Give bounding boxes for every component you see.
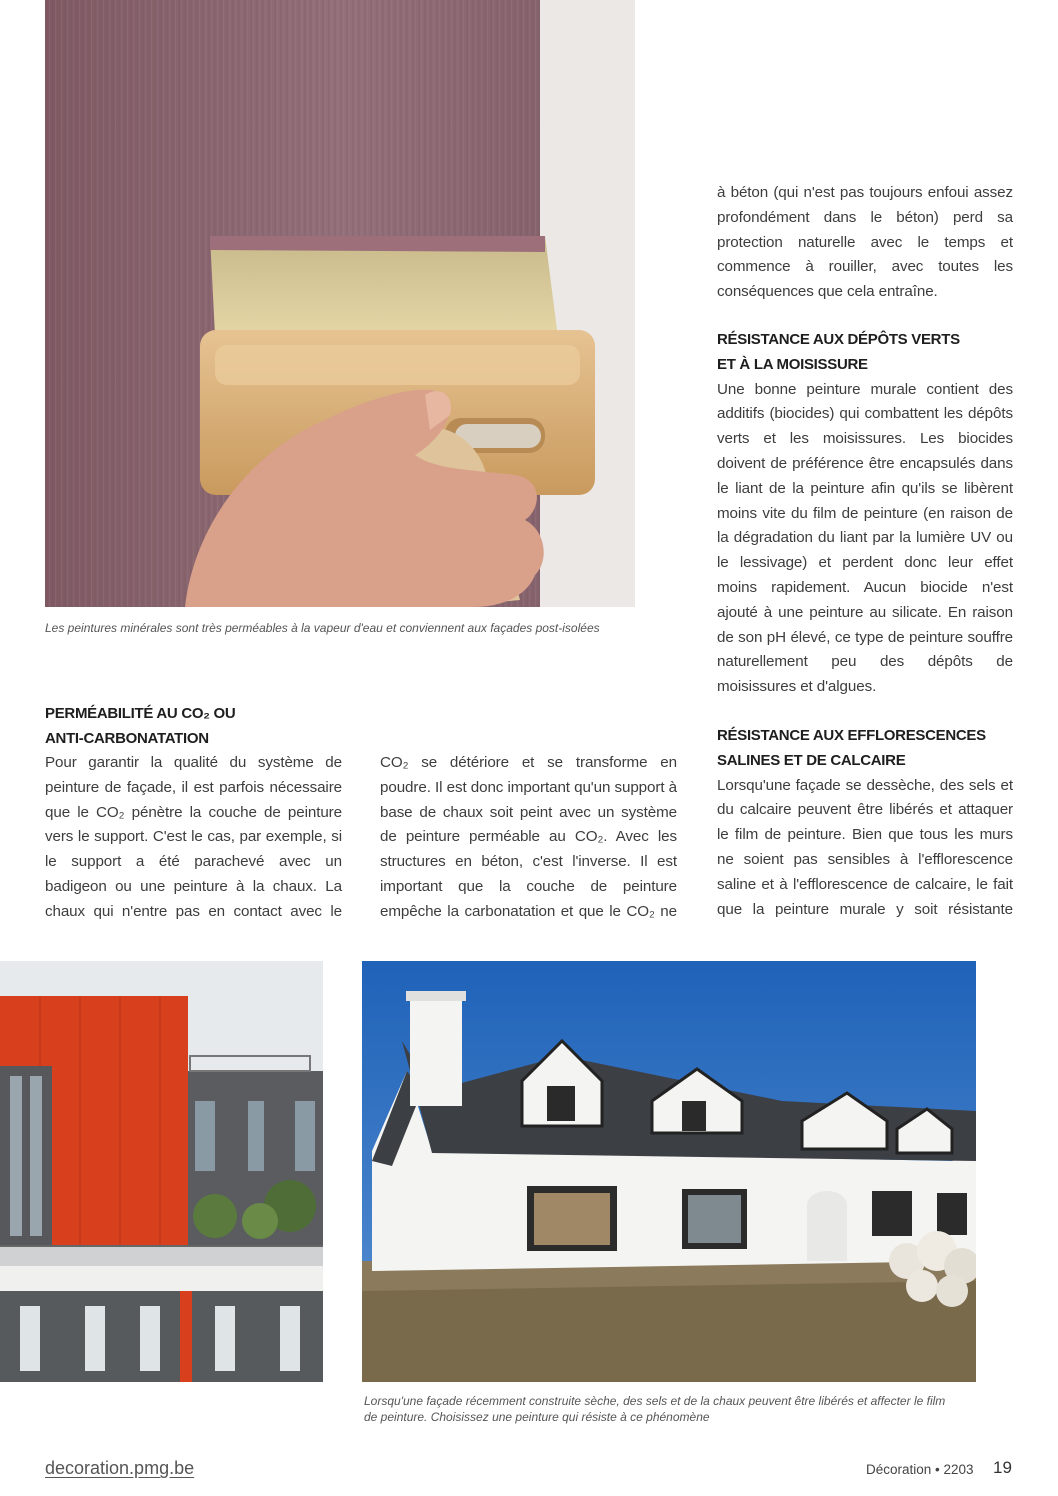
body-text-intro: à béton (qui n'est pas toujours enfoui assez profondément dans le béton) perd sa protection naturelle avec le temps et commence à rouiller, avec toutes les conséquences que cela entraîne. [717,184,1013,301]
section-heading-line: RÉSISTANCE AUX EFFLORESCENCES [717,726,986,744]
right-column [717,181,1013,923]
section-heading-line: SALINES ET DE CALCAIRE [717,751,906,769]
section-co2-heading [45,702,345,752]
body-text-salt: Lorsqu'une façade se dessèche, des sels et du calcaire peuvent être libérés et attaquer le film de peinture. Bien que tous les murs ne soient pas sensibles à l'efflorescence saline et à l'efflorescence de calcaire, le fait que la peinture murale y soit résistante [717,776,1013,918]
footer-issue-label: Décoration • 2203 [866,1462,974,1477]
section-heading-line: RÉSISTANCE AUX DÉPÔTS VERTS [717,330,960,348]
caption-line: de peinture. Choisissez une peinture qui résiste à ce phénomène [364,1410,710,1424]
body-text-co2: Pour garantir la qualité du système de peinture de façade, il est parfois nécessaire que le CO₂ pénètre la couche de peinture vers le support. C'est le cas, par exemple, si le support a été parachevé avec un badigeon ou une peinture à la chaux. La chaux qui n'entre pas en contact avec le CO₂ se détériore et se transforme en poudre. Il est donc important qu'un support à base de chaux soit peint avec un système de peinture perméable au CO₂. Avec les structures en béton, c'est l'inverse. Il est important que la couche de peinture empêche la carbonatation et que le CO₂ ne [45,754,677,920]
footer-site-link[interactable]: decoration.pmg.be [45,1458,195,1478]
photo-paintbrush [45,0,635,607]
page-number: 19 [993,1458,1012,1477]
section-heading-line: PERMÉABILITÉ AU CO₂ OU [45,705,236,722]
body-text-moss: Une bonne peinture murale contient des additifs (biocides) qui combattent les dépôts verts et les moisissures. Les biocides doivent de préférence être encapsulés dans le liant de la peinture afin qu'ils se libèrent moins vite du film de peinture (en raison de la dégradation du liant par la lumière UV ou le lessivage) et perdent donc leur effet moins rapidement. Aucun biocide n'est ajouté à une peinture au silicate. En raison de son pH élevé, ce type de peinture souffre naturellement peu des dépôts de moisissures et d'algues. [717,380,1013,696]
photo-caption-house [364,1393,984,1425]
photo-caption-brush: Les peintures minérales sont très perméables à la vapeur d'eau et conviennent aux façades post-isolées [45,621,600,635]
section-heading-line: ANTI-CARBONATATION [45,729,209,747]
photo-red-facade [0,961,323,1382]
caption-line: Lorsqu'une façade récemment construite sèche, des sels et de la chaux peuvent être libérés et affecter le film [364,1394,946,1408]
text-columns-co2 [45,751,677,925]
section-heading-line: ET À LA MOISISSURE [717,355,868,373]
photo-white-house [362,961,976,1382]
